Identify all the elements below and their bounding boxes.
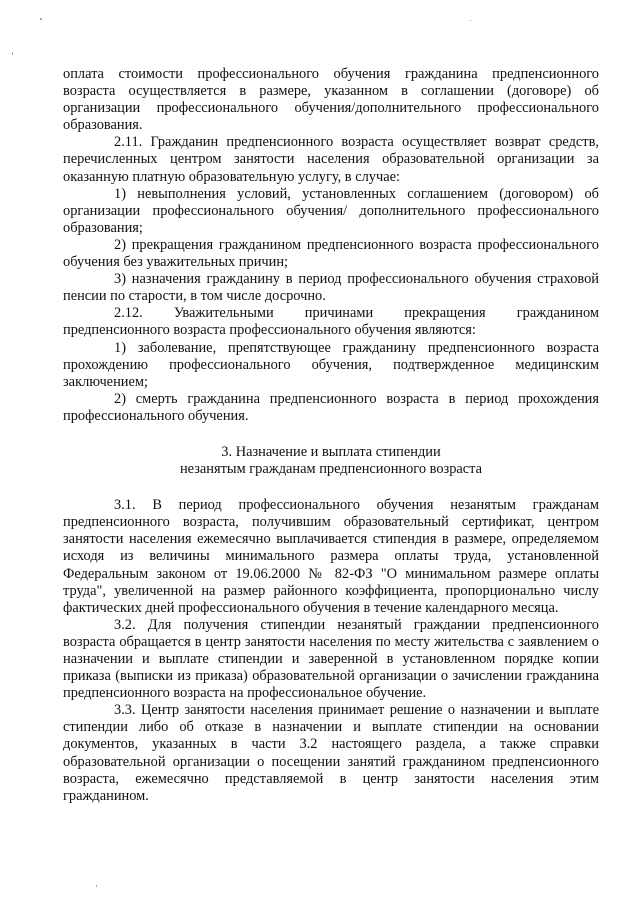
paragraph-3-1: 3.1. В период профессионального обучения незанятым гражданам предпенсионного возраста, получившим образовательный сертификат, центром занятости населения ежемесячно выплачивается стипендия в размере, определяемом исходя из величины минимального размера оплаты труда, установленной Федеральным законом от 19.06.2000 № 82-ФЗ "О минимальном размере оплаты труда", увеличенной на размер районного коэффициента, пропорционально числу фактических дней профессионального обучения в течение календарного месяца.: [63, 497, 599, 616]
paragraph-continuation: оплата стоимости профессионального обучения гражданина предпенсионного возраста осуществляется в размере, указанном в соглашении (договоре) об организации профессионального обучения/дополнительного профессионального образования.: [63, 66, 599, 134]
paragraph-2-11-item-2: 2) прекращения гражданином предпенсионного возраста профессионального обучения без уважительных причин;: [63, 236, 599, 271]
scan-speck: [40, 18, 42, 20]
section-heading-line-2: незанятым гражданам предпенсионного возраста: [179, 461, 483, 478]
paragraph-2-12-item-2: 2) смерть гражданина предпенсионного возраста в период прохождения профессионального обучения.: [63, 390, 599, 424]
paragraph-2-12-item-1: 1) заболевание, препятствующее гражданину предпенсионного возраста прохождению профессионального обучения, подтвержденное медицинским заключением;: [63, 339, 599, 390]
scan-speck: [470, 20, 471, 21]
section-heading-line-1: 3. Назначение и выплата стипендии: [221, 443, 441, 460]
paragraph-2-12: 2.12. Уважительными причинами прекращения гражданином предпенсионного возраста профессионального обучения являются:: [63, 305, 599, 339]
paragraph-2-11-item-3: 3) назначения гражданину в период профессионального обучения страховой пенсии по старости, в том числе досрочно.: [63, 271, 599, 305]
paragraph-3-3: 3.3. Центр занятости населения принимает решение о назначении и выплате стипендии либо об отказе в назначении и выплате стипендии на основании документов, указанных в части 3.2 настоящего раздела, а также справки образовательной организации о посещении занятий гражданином предпенсионного возраста, ежемесячно представляемой в центр занятости населения этим гражданином.: [63, 702, 599, 804]
document-body: [63, 66, 599, 805]
scan-speck: [96, 885, 97, 887]
paragraph-2-11: 2.11. Гражданин предпенсионного возраста осуществляет возврат средств, перечисленных центром занятости населения образовательной организации за оказанную платную образовательную услугу, в случае:: [63, 134, 599, 185]
scan-speck: [12, 52, 13, 55]
section-heading: [63, 444, 599, 478]
paragraph-3-2: 3.2. Для получения стипендии незанятый граждании предпенсионного возраста обращается в центр занятости населения по месту жительства с заявлением о назначении и выплате стипендии и заверенной в установленном порядке копии приказа (выписки из приказа) образовательной организации о зачислении гражданина предпенсионного возраста на профессиональное обучение.: [63, 616, 599, 702]
paragraph-2-11-item-1: 1) невыполнения условий, установленных соглашением (договором) об организации профессионального обучения/ дополнительного профессионального образования;: [63, 185, 599, 236]
